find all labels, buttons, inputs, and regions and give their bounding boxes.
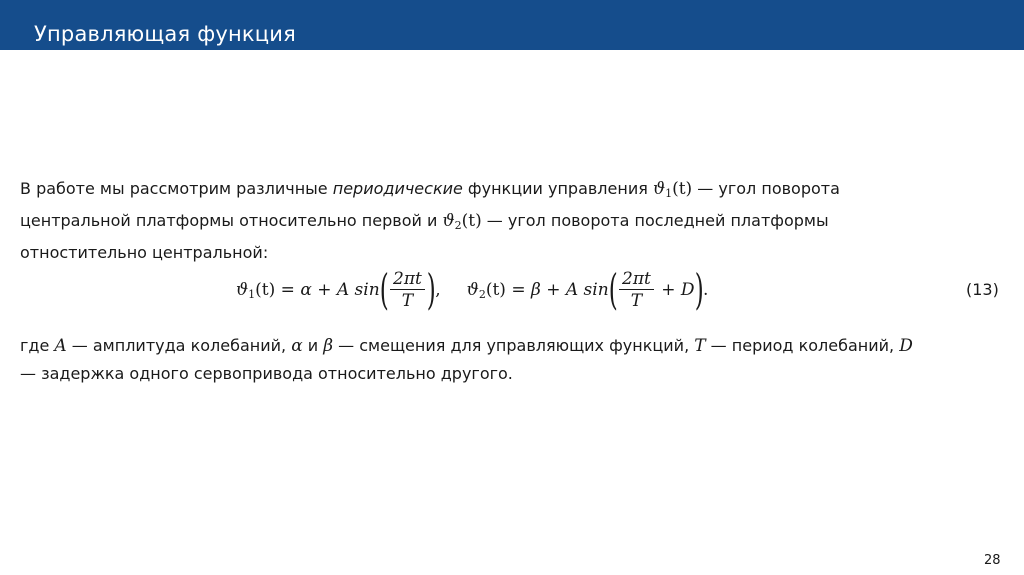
page-number: 28 [984, 553, 1001, 568]
formula-plus-d: + D [655, 280, 695, 300]
math-A: A [54, 336, 67, 356]
formula-rhs2: = β + A sin [505, 280, 609, 300]
formula-comma: , [435, 280, 441, 300]
intro-line-1 [20, 175, 1010, 207]
text-run: — угол поворота последней платформы [481, 211, 829, 230]
math-alpha: α [291, 336, 303, 356]
text-run: — угол поворота [692, 179, 840, 198]
formula-rhs1: = α + A sin [275, 280, 380, 300]
fraction-denominator: T [401, 290, 414, 311]
right-paren: ) [426, 265, 436, 314]
math-D: D [899, 336, 913, 356]
math-T: T [694, 336, 706, 356]
explanation-line-2: — задержка одного сервопривода относительно другого. [20, 364, 513, 383]
fraction-numerator: 2πt [393, 268, 422, 289]
formula-theta1: $ϑ_1$ [236, 279, 256, 301]
text-run: функции управления [462, 179, 653, 198]
slide-title: Управляющая функция [34, 22, 296, 46]
text-run: В работе мы рассмотрим различные [20, 179, 333, 198]
control-formula [236, 262, 708, 318]
fraction-1 [390, 269, 425, 312]
text-run: центральной платформы относительно первой и [20, 211, 443, 230]
math-beta: β [323, 336, 334, 356]
slide-header [0, 0, 1024, 50]
formula-arg: (t) [255, 280, 276, 300]
math-theta1: $ϑ_1(t)$ [652, 179, 693, 200]
fraction-2 [619, 269, 654, 312]
right-paren: ) [694, 265, 704, 314]
intro-paragraph [20, 175, 1010, 266]
fraction-numerator: 2πt [622, 268, 651, 289]
explanation-line-1: где A — амплитуда колебаний, α и β — смещения для управляющих функций, T — период колебаний, D [20, 336, 913, 356]
intro-line-2 [20, 207, 1010, 239]
formula-theta2: $ϑ_2$ [466, 279, 486, 301]
equation-number: (13) [966, 280, 999, 299]
formula-arg: (t) [485, 280, 506, 300]
formula-period: . [702, 280, 709, 300]
emphasis-periodic: периодические [332, 179, 463, 198]
left-paren: ( [608, 265, 618, 314]
fraction-denominator: T [630, 290, 643, 311]
math-theta2: $ϑ_2(t)$ [442, 211, 482, 232]
explanation-paragraph [20, 332, 1010, 387]
intro-line-3: отностительно центральной: [20, 243, 269, 262]
left-paren: ( [379, 265, 389, 314]
